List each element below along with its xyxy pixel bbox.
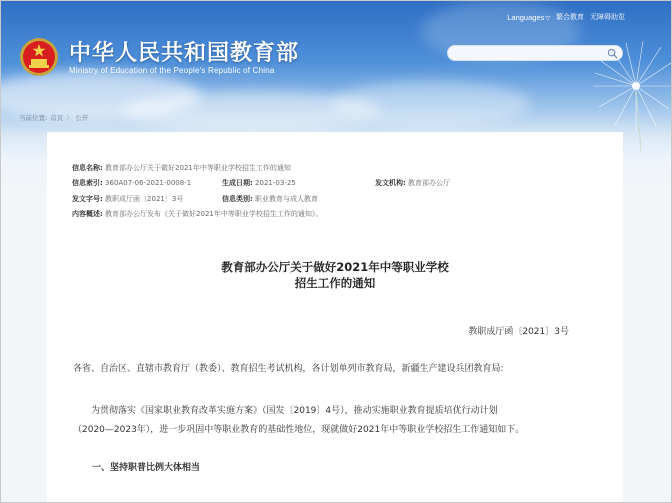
- section-heading: 一、坚持职普比例大体相当: [92, 463, 201, 473]
- search-box[interactable]: [447, 45, 623, 61]
- languages-link[interactable]: Languages▽: [507, 12, 550, 22]
- top-links: [507, 12, 625, 22]
- breadcrumb-separator-icon: 〉: [66, 115, 73, 122]
- search-input[interactable]: [456, 47, 606, 59]
- search-icon[interactable]: [607, 48, 618, 59]
- site-subtitle: Ministry of Education of the People's Republic of China: [69, 66, 275, 75]
- cloud-decoration: [331, 81, 531, 126]
- meta-row-index: 信息索引: 360A07-06-2021-0008-1 生成日期: 2021-03-25 发文机构: 教育部办公厅: [72, 179, 451, 187]
- site-title[interactable]: 中华人民共和国教育部: [69, 41, 300, 66]
- breadcrumb: [19, 113, 88, 122]
- meta-row-summary: 内容概述: 教育部办公厅发布《关于做好2021年中等职业学校招生工作的通知》。: [72, 210, 323, 218]
- breadcrumb-label: 当前位置:: [19, 114, 48, 122]
- chevron-down-icon: ▽: [545, 15, 550, 22]
- document-title: 教育部办公厅关于做好2021年中等职业学校 招生工作的通知: [221, 260, 449, 290]
- document-number: 教职成厅函〔2021〕3号: [468, 327, 569, 337]
- traditional-link[interactable]: 繁合教育: [556, 13, 584, 21]
- meta-row-name: 信息名称: 教育部办公厅关于做好2021年中等职业学校招生工作的通知: [72, 164, 291, 172]
- intro-paragraph: 为贯彻落实《国家职业教育改革实施方案》（国发〔2019〕4号），推动实施职业教育提质培优行动计划 （2020—2023年），进一步巩固中等职业教育的基础性地位，现就做好2021年中等职业学校招生工作通知如下。: [73, 406, 525, 435]
- accessible-link[interactable]: 无障碍助览: [590, 13, 625, 21]
- recipients-paragraph: 各省、自治区、直辖市教育厅（教委）、教育招生考试机构，各计划单列市教育局，新疆生产建设兵团教育局:: [73, 364, 504, 374]
- breadcrumb-home[interactable]: 首页: [50, 114, 64, 122]
- content-card: [47, 132, 623, 503]
- national-emblem-icon: [19, 37, 59, 77]
- breadcrumb-section[interactable]: 公开: [75, 114, 89, 122]
- meta-row-docno: 发文字号: 教职成厅函〔2021〕3号 信息类别: 职业教育与成人教育: [72, 195, 319, 203]
